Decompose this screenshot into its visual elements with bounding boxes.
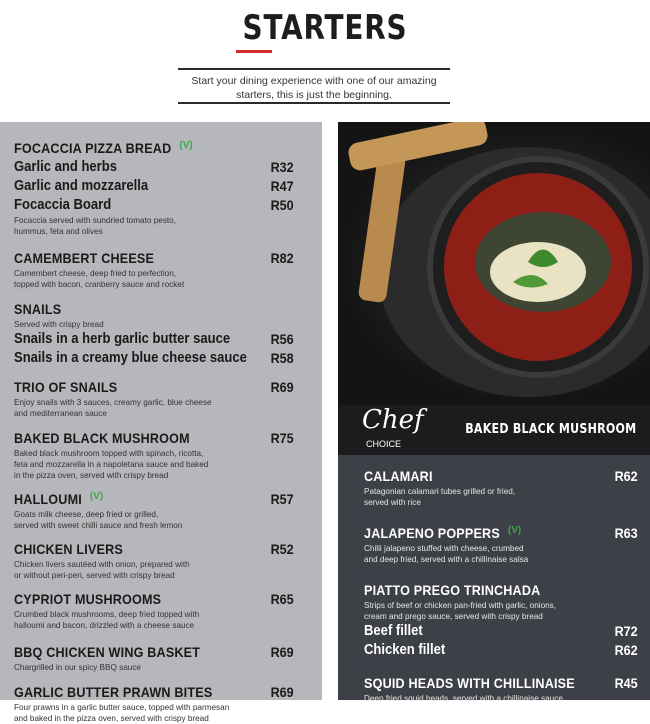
- menu-item-title: BAKED BLACK MUSHROOM: [14, 430, 190, 446]
- menu-item-description: Chilli jalapeno stuffed with cheese, crumbed and deep fried, served with a chillinaise salsa: [364, 544, 529, 564]
- menu-sub-item: [14, 196, 294, 215]
- menu-item-price: R75: [270, 430, 294, 446]
- menu-item-title: CAMEMBERT CHEESE: [14, 250, 155, 266]
- menu-item-title: CYPRIOT MUSHROOMS: [14, 591, 162, 607]
- menu-item-header: [14, 429, 294, 448]
- menu-item: [14, 249, 294, 290]
- menu-item-description: Strips of beef or chicken pan-fried with garlic, onions, cream and prego sauce, served with crispy bread: [364, 601, 557, 621]
- menu-item-description: Focaccia served with sundried tomato pesto, hummus, feta and olives: [14, 216, 177, 236]
- menu-item-header: [14, 643, 294, 662]
- vegetarian-badge: (V): [507, 525, 522, 536]
- menu-item-header: [364, 467, 638, 486]
- menu-item-price: R69: [270, 379, 294, 395]
- title-underline: [236, 50, 272, 53]
- menu-item-price: R69: [270, 684, 294, 700]
- menu-item-price: R45: [614, 675, 638, 691]
- menu-item-header: [14, 540, 294, 559]
- menu-item-description: Goats milk cheese, deep fried or grilled, served with sweet chilli sauce and fresh lemon: [14, 510, 183, 530]
- menu-item-description: Camembert cheese, deep fried to perfection, topped with bacon, cranberry sauce and rocket: [14, 269, 185, 289]
- chefs-choice-dish: BAKED BLACK MUSHROOM: [464, 422, 636, 437]
- menu-item-price: R57: [270, 491, 294, 507]
- menu-item: [14, 540, 294, 581]
- menu-item-title: GARLIC BUTTER PRAWN BITES: [14, 684, 213, 700]
- menu-item-title: CALAMARI: [364, 468, 433, 484]
- menu-item: [14, 683, 294, 724]
- menu-item-description: Enjoy snails with 3 sauces, creamy garlic, blue cheese and mediterranean sauce: [14, 398, 212, 418]
- menu-item-price: R52: [270, 541, 294, 557]
- sub-item-price: R58: [270, 350, 294, 366]
- sub-item-price: R56: [270, 331, 294, 347]
- menu-item-header: [14, 378, 294, 397]
- baked-mushroom-image: [338, 122, 650, 405]
- menu-item-header: [14, 139, 294, 158]
- chefs-choice-logo: Chef: [362, 405, 424, 435]
- menu-item-description: Crumbed black mushrooms, deep fried topped with halloumi and bacon, drizzled with a cheese sauce: [14, 610, 200, 630]
- menu-item-title: PIATTO PREGO TRINCHADA: [364, 582, 541, 598]
- sub-item-name: Chicken fillet: [364, 642, 446, 658]
- menu-item-title: BBQ CHICKEN WING BASKET: [14, 644, 201, 660]
- menu-item-header: [14, 490, 294, 509]
- menu-item: [14, 490, 294, 531]
- sub-item-name: Garlic and herbs: [14, 159, 117, 175]
- menu-item-description: Chargrilled in our spicy BBQ sauce: [14, 663, 141, 672]
- menu-item: [14, 300, 294, 368]
- menu-item: [364, 581, 638, 660]
- menu-sub-item: [14, 330, 294, 349]
- sub-item-name: Snails in a herb garlic butter sauce: [14, 331, 231, 347]
- menu-item-header: [14, 300, 294, 319]
- menu-sub-item: [14, 177, 294, 196]
- menu-sub-item: [364, 641, 638, 660]
- sub-item-name: Snails in a creamy blue cheese sauce: [14, 350, 247, 366]
- sub-item-name: Garlic and mozzarella: [14, 178, 149, 194]
- sub-item-price: R62: [614, 642, 638, 658]
- intro-text: Start your dining experience with one of our amazing starters, this is just the beginning.: [178, 68, 450, 104]
- menu-item-price: R63: [614, 525, 638, 541]
- menu-item: [14, 139, 294, 237]
- chefs-choice-label: CHOICE: [366, 439, 402, 449]
- menu-item-price: R62: [614, 468, 638, 484]
- menu-item-description: Deep fried squid heads, served with a chillinaise sauce: [364, 694, 563, 703]
- menu-item-title: JALAPENO POPPERS: [364, 525, 500, 541]
- menu-item-header: [364, 524, 638, 543]
- menu-item: [14, 429, 294, 481]
- menu-item-description: Baked black mushroom topped with spinach, ricotta, feta and mozzarella in a napoletana sauce and baked in the pizza oven, served with crispy bread: [14, 449, 209, 480]
- sub-item-price: R72: [614, 623, 638, 639]
- sub-item-price: R50: [270, 197, 294, 213]
- menu-item-description: Chicken livers sautéed with onion, prepared with or without peri-peri, served with crispy bread: [14, 560, 190, 580]
- sub-item-name: Focaccia Board: [14, 197, 112, 213]
- menu-item-header: [14, 683, 294, 702]
- menu-item: [364, 524, 638, 565]
- menu-item-title: FOCACCIA PIZZA BREAD: [14, 140, 172, 156]
- menu-item-description: Served with crispy bread: [14, 320, 104, 329]
- left-menu-column: [0, 122, 322, 723]
- dish-photo: [338, 122, 650, 405]
- menu-item-title: TRIO OF SNAILS: [14, 379, 118, 395]
- menu-item-header: [14, 590, 294, 609]
- menu-item-price: R82: [270, 250, 294, 266]
- right-menu-list: [338, 455, 650, 704]
- menu-item-header: [14, 249, 294, 268]
- menu-item-description: Four prawns in a garlic butter sauce, topped with parmesan and baked in the pizza oven, served with crispy bread: [14, 703, 230, 723]
- menu-item: [14, 643, 294, 673]
- menu-sub-item: [14, 349, 294, 368]
- page-title: STARTERS: [242, 8, 408, 48]
- menu-item-title: HALLOUMI: [14, 491, 82, 507]
- menu-item-price: R69: [270, 644, 294, 660]
- menu-item-description: Patagonian calamari tubes grilled or fried, served with rice: [364, 487, 516, 507]
- menu-sub-item: [364, 622, 638, 641]
- header: [0, 0, 650, 122]
- sub-item-name: Beef fillet: [364, 623, 423, 639]
- vegetarian-badge: (V): [89, 491, 104, 502]
- menu-item: [14, 590, 294, 631]
- menu-item-header: [364, 581, 638, 600]
- menu-item-price: R65: [270, 591, 294, 607]
- menu-sub-item: [14, 158, 294, 177]
- sub-item-price: R47: [270, 178, 294, 194]
- vegetarian-badge: (V): [179, 140, 193, 151]
- menu-item-header: [364, 674, 638, 693]
- menu-item-title: SQUID HEADS WITH CHILLINAISE: [364, 675, 575, 691]
- menu-item: [14, 378, 294, 419]
- sub-item-price: R32: [270, 159, 294, 175]
- menu-item: [364, 467, 638, 508]
- menu-item-title: SNAILS: [14, 301, 62, 317]
- right-menu-column: [338, 122, 650, 703]
- menu-item-title: CHICKEN LIVERS: [14, 541, 123, 557]
- chefs-choice-banner: [338, 405, 650, 455]
